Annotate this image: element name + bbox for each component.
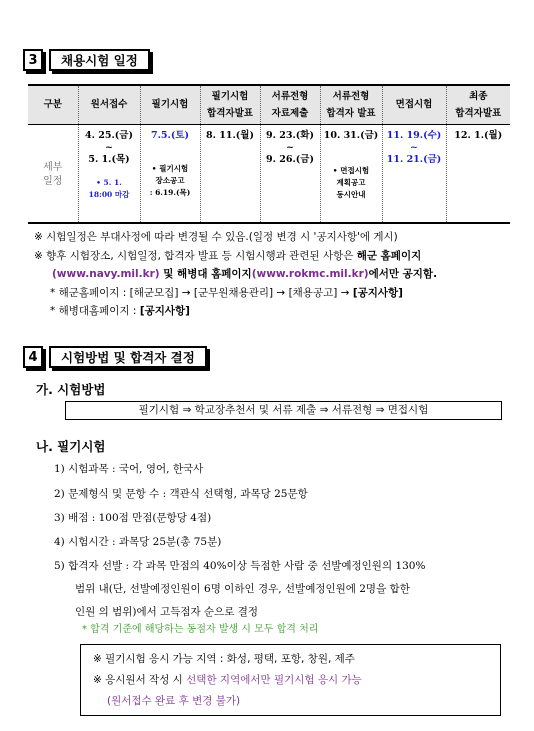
table-row [28, 124, 510, 223]
row-label: 세부 일정 [28, 124, 78, 223]
interview-cell: 11. 19.(수) ~ 11. 21.(금) [382, 124, 446, 223]
notice-note-cont: (www.navy.mil.kr) 및 해병대 홈페이지(www.rokmc.mil.kr)에서만 공지함. [52, 268, 438, 280]
notice-note: ※ 향후 시험장소, 시험일정, 합격자 발표 등 시험시행과 관련된 사항은 해군 홈페이지 [34, 250, 422, 262]
header-cell: 필기시험 [140, 85, 200, 124]
written-exam-heading: 나. 필기시험 [36, 439, 106, 454]
header-cell: 최종 합격자발표 [446, 85, 510, 124]
region-note-line: (원서접수 완료 후 변경 불가) [107, 695, 241, 707]
method-flow-box: 필기시험 ⇒ 학교장추천서 및 서류 제출 ⇒ 서류전형 ⇒ 면접시험 [65, 401, 502, 420]
list-item-continuation: 범위 내(단, 선발예정인원이 6명 이하인 경우, 선발예정인원에 2명을 합한 [75, 583, 410, 595]
list-item: 2) 문제형식 및 문항 수 : 객관식 선택형, 과목당 25문항 [54, 488, 308, 500]
header-cell: 면접시험 [382, 85, 446, 124]
region-note-line: ※ 응시원서 작성 시 선택한 지역에서만 필기시험 응시 가능 [93, 674, 362, 686]
navy-homepage-path: * 해군홈페이지 : [해군모집] → [군무원채용관리] → [채용공고] → [공지사항] [50, 287, 403, 299]
docs-cell: 9. 23.(화) ~ 9. 26.(금) [260, 124, 320, 223]
header-cell: 구분 [28, 85, 78, 124]
written-cell: 7.5.(토) • 필기시험 장소공고 : 6.19.(목) [140, 124, 200, 223]
section-number: 4 [23, 346, 43, 368]
list-item-continuation: 인원 의 범위)에서 고득점자 순으로 결정 [75, 606, 259, 618]
section-number: 3 [23, 49, 43, 71]
docs-result-cell: 10. 31.(금) • 면접시험 계획공고 동시안내 [320, 124, 382, 223]
header-cell: 원서접수 [78, 85, 140, 124]
list-item: 3) 배점 : 100점 만점(문항당 4점) [54, 512, 212, 524]
apply-cell: 4. 25.(금) ~ 5. 1.(목) • 5. 1. 18:00 마감 [78, 124, 140, 223]
marine-homepage-path: * 해병대홈페이지 : [공지사항] [50, 305, 190, 317]
header-cell: 서류전형 자료제출 [260, 85, 320, 124]
header-cell: 서류전형 합격자 발표 [320, 85, 382, 124]
section-title: 채용시험 일정 [49, 49, 150, 71]
section-4-heading [23, 346, 207, 368]
region-note-line: ※ 필기시험 응시 가능 지역 : 화성, 평택, 포항, 창원, 제주 [93, 653, 355, 665]
list-item: 4) 시험시간 : 과목당 25분(총 75분) [54, 536, 222, 548]
section-title: 시험방법 및 합격자 결정 [49, 346, 207, 368]
region-note-box [80, 644, 501, 716]
list-item: 5) 합격자 선발 : 각 과목 만점의 40%이상 득점한 사람 중 선발예정인원의 130% [54, 560, 426, 572]
marine-url-link[interactable]: (www.rokmc.mil.kr) [251, 268, 369, 280]
tie-note: * 합격 기준에 해당하는 동점자 발생 시 모두 합격 처리 [82, 624, 319, 635]
list-item: 1) 시험과목 : 국어, 영어, 한국사 [54, 463, 204, 475]
final-cell: 12. 1.(월) [446, 124, 510, 223]
table-header-row [28, 85, 510, 124]
navy-url-link[interactable]: (www.navy.mil.kr) [52, 268, 160, 280]
method-heading: 가. 시험방법 [36, 382, 106, 397]
written-result-cell: 8. 11.(월) [200, 124, 260, 223]
schedule-table [28, 84, 510, 224]
section-3-heading [23, 49, 150, 71]
header-cell: 필기시험 합격자발표 [200, 85, 260, 124]
schedule-note: ※ 시험일정은 부대사정에 따라 변경될 수 있음.(일정 변경 시 '공지사항'에 게시) [34, 231, 398, 243]
